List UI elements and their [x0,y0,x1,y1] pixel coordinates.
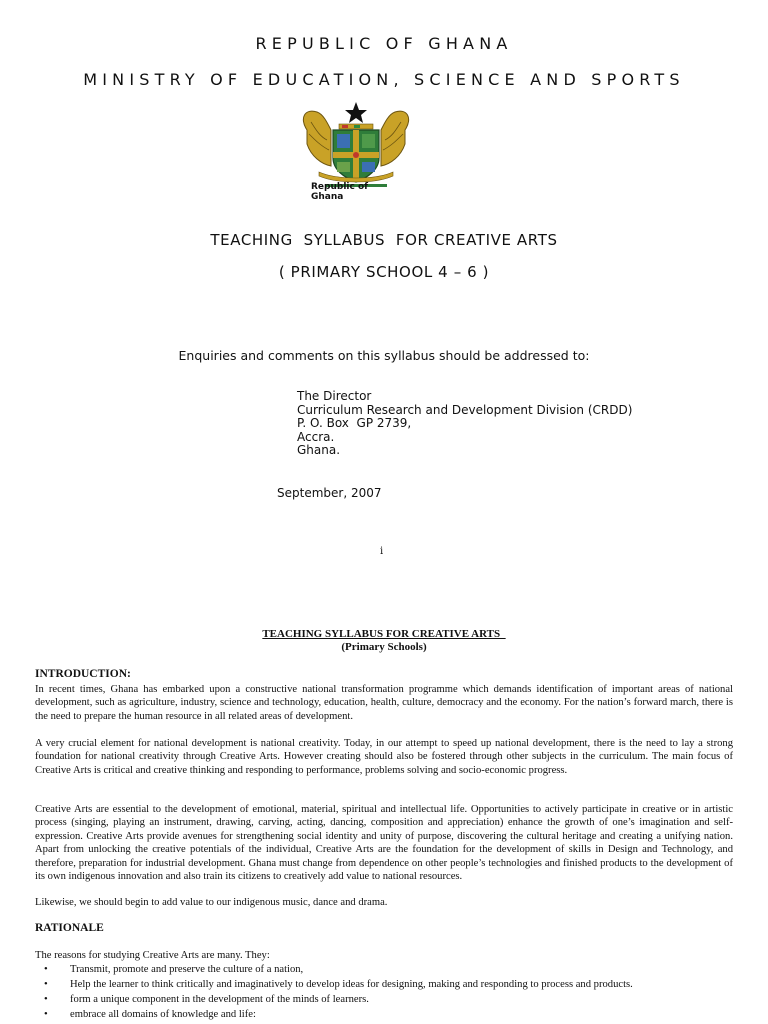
address-line: The Director [297,389,372,403]
page-number: i [380,546,384,557]
address-line: Curriculum Research and Development Division (CRDD) [297,402,633,417]
list-item [35,993,735,1008]
bullet-icon: • [44,979,48,990]
list-item [35,963,735,978]
address-block [297,390,632,458]
enquiries-text: Enquiries and comments on this syllabus should be addressed to: [178,348,590,363]
list-item [35,1008,735,1023]
syllabus-subtitle: ( PRIMARY SCHOOL 4 – 6 ) [278,263,490,281]
address-line: Ghana. [297,443,341,457]
ministry-heading: MINISTRY OF EDUCATION, SCIENCE AND SPORTS [83,70,685,89]
coat-of-arms-icon [297,100,415,188]
page2-subtitle: (Primary Schools) [341,641,427,653]
bullet-icon: • [44,1009,48,1020]
introduction-heading: INTRODUCTION: [35,668,131,680]
crest-caption [311,182,381,202]
syllabus-title: TEACHING SYLLABUS FOR CREATIVE ARTS [210,231,558,249]
bullet-icon: • [44,964,48,975]
reasons-intro: The reasons for studying Creative Arts are many. They: [35,950,270,961]
list-item [35,978,735,993]
likewise-paragraph: Likewise, we should begin to add value to our indigenous music, dance and drama. [35,897,388,908]
crest-caption-line1: Republic of [311,182,369,192]
page2-title: TEACHING SYLLABUS FOR CREATIVE ARTS [262,628,506,640]
republic-heading: REPUBLIC OF GHANA [255,34,513,53]
creative-arts-paragraph: Creative Arts are essential to the development of emotional, material, spiritual and intellectual life. Opportunities to actively participate in creative or in artistic process (singing, playing an instrument, drawing, carving, acting, dancing, composition and appreciation) enhance the growth of one’s imagination and self-expression. Creative Arts provide avenues for strengthening social identity and unity of purpose, discovering the cultural heritage and creating a unifying nation. Apart from unlocking the creative potentials of the individual, Creative Arts are the foundation for the development of skills in Design and Technology, and therefore, preparation for industrial development. Ghana must change from dependence on other people’s technologies and finished products to the development of its own indigenous innovation and also train its citizens to creatively add value to national resources. [35,804,733,883]
list-item-text: form a unique component in the development of the minds of learners. [70,994,369,1005]
address-line: Accra. [297,429,335,444]
introduction-paragraph: In recent times, Ghana has embarked upon a constructive national transformation programme which demands identification of important areas of national development, such as agriculture, industry, science and technology, education, health, culture, democracy and the economy. For the nation’s forward march, there is the need to prepare the human resource in all related areas of development. [35,684,733,722]
list-item-text: Transmit, promote and preserve the culture of a nation, [70,964,304,975]
address-line: P. O. Box GP 2739, [297,416,412,430]
date-text: September, 2007 [277,486,382,500]
rationale-list [35,963,735,1023]
crest-caption-line2: Ghana [311,192,344,202]
list-item-text: embrace all domains of knowledge and life: [70,1009,256,1020]
bullet-icon: • [44,994,48,1005]
rationale-heading: RATIONALE [35,922,104,934]
list-item-text: Help the learner to think critically and imaginatively to develop ideas for designing, making and responding to process and products. [70,979,633,990]
national-creativity-paragraph: A very crucial element for national development is national creativity. Today, in our attempt to speed up national development, there is the need to lay a strong foundation for national creativity through Creative Arts. However creating should also be fostered through other subjects in the curriculum. The main focus of Creative Arts is critical and creative thinking and responding to performance, problems solving and socio-economic progress. [35,738,733,776]
